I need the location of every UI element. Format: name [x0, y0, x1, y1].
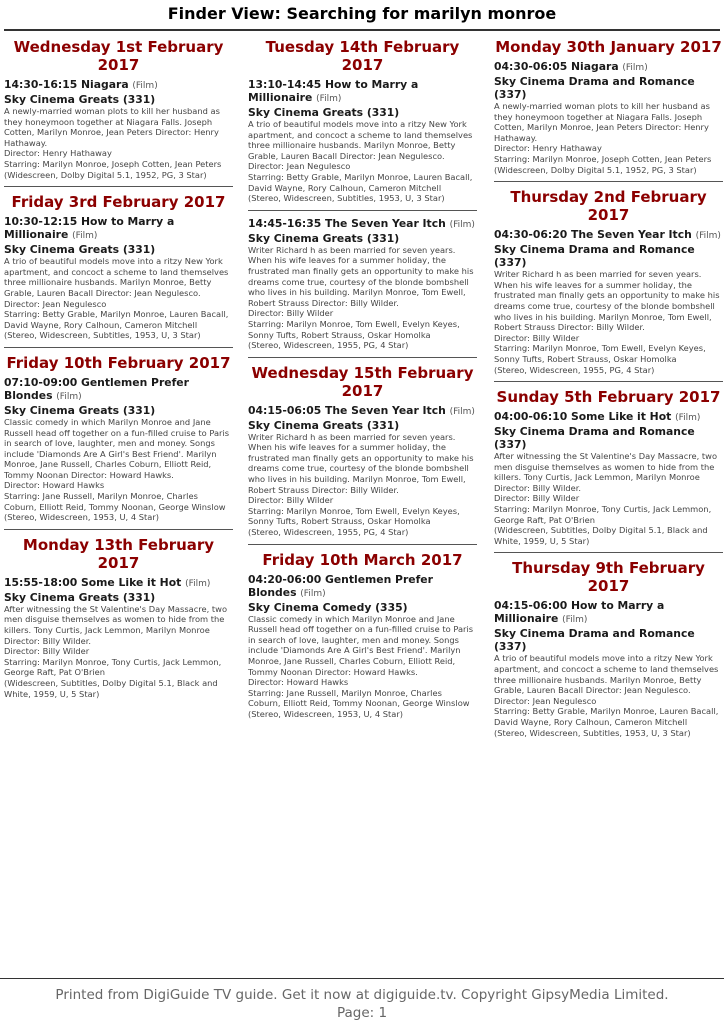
programme-type: (Film) [300, 588, 326, 599]
programme-time-title: 14:30-16:15 Niagara [4, 78, 129, 91]
programme-time-title: 07:10-09:00 Gentlemen Prefer Blondes [4, 375, 189, 402]
programme-cast: Starring: Jane Russell, Marilyn Monroe, Charles Coburn, Elliott Reid, Tommy Noonan, George Winslow [248, 687, 470, 709]
programme-details: (Stereo, Widescreen, 1955, PG, 4 Star) [248, 527, 409, 538]
programme-channel: Sky Cinema Greats (331) [248, 418, 400, 432]
day-divider [248, 544, 477, 545]
footer-text: Printed from DigiGuide TV guide. Get it now at digiguide.tv. Copyright GipsyMedia Limited. Page: 1 [55, 987, 669, 1021]
programme-time-title: 04:30-06:20 The Seven Year Itch [494, 228, 692, 242]
programme-cast: Starring: Marilyn Monroe, Joseph Cotten, Jean Peters [4, 158, 222, 169]
programme-description: Writer Richard h as been married for seven years. When his wife leaves for a summer holiday, the frustrated man finally gets an opportunity to make his dreams come true, courtesy of the blonde bombshell who lives in his building. Marilyn Monroe, Tom Ewell, Robert Strauss Director: Billy Wilder. [494, 269, 720, 333]
programme-listing [248, 78, 477, 204]
programme-director: Director: Billy Wilder [494, 493, 580, 504]
programme-type: (Film) [56, 391, 82, 402]
programme-time-title: 14:45-16:35 The Seven Year Itch [248, 216, 446, 230]
day-heading: Monday 30th January 2017 [495, 38, 722, 56]
day-divider [494, 552, 723, 553]
programme-cast: Starring: Betty Grable, Marilyn Monroe, Lauren Bacall, David Wayne, Rory Calhoun, Cameron Mitchell [4, 309, 229, 330]
programme-listing [4, 215, 233, 341]
programme-director: Director: Jean Negulesco [494, 695, 597, 706]
programme-details: (Widescreen, Subtitles, Dolby Digital 5.1, Black and White, 1959, U, 5 Star) [4, 678, 218, 699]
programme-description: Writer Richard h as been married for seven years. When his wife leaves for a summer holiday, the frustrated man finally gets an opportunity to make his dreams come true, courtesy of the blonde bombshell who lives in his building. Marilyn Monroe, Tom Ewell, Robert Strauss Director: Billy Wilder. [248, 431, 474, 495]
programme-cast: Starring: Marilyn Monroe, Joseph Cotten, Jean Peters [494, 153, 712, 164]
programme-details: (Stereo, Widescreen, Subtitles, 1953, U, 3 Star) [248, 193, 445, 204]
programme-heading [4, 78, 233, 93]
programme-type: (Film) [316, 94, 342, 104]
programme-time-title: 04:30-06:05 Niagara [494, 60, 619, 73]
day-heading: Thursday 9th February 2017 [512, 559, 705, 596]
day-section [248, 551, 477, 720]
programme-heading [248, 404, 477, 419]
day-heading: Thursday 2nd February 2017 [510, 188, 707, 225]
programme-listing [494, 410, 723, 546]
programme-cast: Starring: Marilyn Monroe, Tom Ewell, Evelyn Keyes, Sonny Tufts, Robert Strauss, Oskar Homolka [248, 318, 460, 340]
programme-type: (Film) [185, 578, 211, 589]
day-heading: Sunday 5th February 2017 [496, 388, 721, 407]
programme-time-title: 13:10-14:45 How to Marry a Millionaire [248, 78, 419, 104]
programme-heading [248, 217, 477, 232]
programme-heading [494, 599, 723, 627]
programme-time-title: 04:15-06:05 The Seven Year Itch [248, 403, 446, 417]
programme-type: (Film) [449, 406, 475, 417]
programme-details: (Widescreen, Subtitles, Dolby Digital 5.1, Black and White, 1959, U, 5 Star) [494, 525, 708, 546]
programme-time-title: 04:00-06:10 Some Like it Hot [494, 410, 672, 424]
programme-details: (Widescreen, Dolby Digital 5.1, 1952, PG, 3 Star) [4, 169, 207, 180]
programme-details: (Stereo, Widescreen, 1953, U, 4 Star) [4, 512, 160, 523]
programme-director: Director: Billy Wilder [248, 495, 334, 506]
programme-listing [494, 60, 723, 175]
day-heading: Monday 13th February 2017 [22, 535, 215, 572]
programme-cast: Starring: Marilyn Monroe, Tony Curtis, Jack Lemmon, George Raft, Pat O'Brien [4, 656, 222, 678]
day-divider [4, 347, 233, 348]
programme-description: A newly-married woman plots to kill her husband as they honeymoon together at Niagara Falls. Joseph Cotten, Marilyn Monroe, Jean Peters Director: Henry Hathaway. [494, 101, 710, 143]
programme-channel: Sky Cinema Drama and Romance (337) [494, 425, 695, 452]
day-heading: Wednesday 1st February 2017 [13, 38, 224, 74]
programme-type: (Film) [449, 219, 475, 230]
footer-divider [0, 978, 724, 979]
day-divider [4, 529, 233, 530]
programme-director: Director: Henry Hathaway [494, 143, 602, 154]
programme-listing [4, 576, 233, 699]
programme-description: A trio of beautiful models move into a ritzy New York apartment, and concoct a scheme to land themselves three millionaire husbands. Marilyn Monroe, Betty Grable, Lauren Bacall Director: Jean Negulesco. [4, 256, 229, 298]
programme-director: Director: Billy Wilder [248, 308, 334, 319]
programme-heading [4, 215, 233, 243]
programme-director: Director: Howard Hawks [4, 480, 105, 491]
day-heading: Wednesday 15th February 2017 [251, 363, 474, 400]
day-heading: Friday 10th February 2017 [6, 353, 231, 372]
programme-heading [248, 573, 477, 601]
programme-details: (Stereo, Widescreen, 1955, PG, 4 Star) [248, 340, 409, 351]
programme-listing [4, 376, 233, 523]
programme-time-title: 10:30-12:15 How to Marry a Millionaire [4, 215, 175, 242]
programme-heading [248, 78, 477, 106]
programme-description: A newly-married woman plots to kill her husband as they honeymoon together at Niagara Falls. Joseph Cotten, Marilyn Monroe, Jean Peters Director: Henry Hathaway. [4, 106, 220, 148]
column-3 [494, 38, 723, 744]
programme-channel: Sky Cinema Comedy (335) [248, 600, 408, 614]
programme-details: (Stereo, Widescreen, 1955, PG, 4 Star) [494, 364, 655, 375]
programme-heading [4, 376, 233, 404]
programme-director: Director: Henry Hathaway [4, 148, 112, 159]
programme-type: (Film) [132, 81, 158, 91]
programme-listing [248, 217, 477, 351]
programme-heading [494, 410, 723, 425]
programme-listing [494, 599, 723, 738]
programme-channel: Sky Cinema Greats (331) [4, 243, 156, 257]
day-section [494, 388, 723, 546]
day-section [4, 38, 233, 180]
day-section [494, 559, 723, 738]
programme-type: (Film) [695, 231, 721, 242]
programme-cast: Starring: Betty Grable, Marilyn Monroe, Lauren Bacall, David Wayne, Rory Calhoun, Cameron Mitchell [248, 171, 473, 193]
day-divider [494, 181, 723, 182]
day-section [4, 193, 233, 341]
programme-channel: Sky Cinema Greats (331) [4, 403, 156, 417]
day-section [248, 38, 477, 351]
programme-description: Classic comedy in which Marilyn Monroe and Jane Russell head off together on a fun-filled cruise to Paris in search of love, laughter, men and money. Songs include 'Diamonds Are A Girl's Best Friend'. Marilyn Monroe, Jane Russell, Charles Coburn, Elliott Reid, Tommy Noonan Director: Howard Hawks. [248, 613, 474, 677]
programme-type: (Film) [562, 615, 588, 626]
header-divider [4, 29, 720, 31]
programme-time-title: 15:55-18:00 Some Like it Hot [4, 575, 182, 589]
programme-cast: Starring: Marilyn Monroe, Tom Ewell, Evelyn Keyes, Sonny Tufts, Robert Strauss, Oskar Homolka [494, 343, 706, 364]
programme-cast: Starring: Jane Russell, Marilyn Monroe, Charles Coburn, Elliott Reid, Tommy Noonan, George Winslow [4, 491, 226, 512]
programme-director: Director: Billy Wilder [494, 332, 580, 343]
programme-cast: Starring: Marilyn Monroe, Tom Ewell, Evelyn Keyes, Sonny Tufts, Robert Strauss, Oskar Homolka [248, 505, 460, 527]
programme-description: Writer Richard h as been married for seven years. When his wife leaves for a summer holiday, the frustrated man finally gets an opportunity to make his dreams come true, courtesy of the blonde bombshell who lives in his building. Marilyn Monroe, Tom Ewell, Robert Strauss Director: Billy Wilder. [248, 244, 474, 308]
programme-description: After witnessing the St Valentine's Day Massacre, two men disguise themselves as women to hide from the killers. Tony Curtis, Jack Lemmon, Marilyn Monroe Director: Billy Wilder. [4, 603, 228, 646]
column-1 [4, 38, 233, 705]
day-section [494, 188, 723, 375]
programme-description: A trio of beautiful models move into a ritzy New York apartment, and concoct a scheme to land themselves three millionaire husbands. Marilyn Monroe, Betty Grable, Lauren Bacall Director: Jean Negulesco. [494, 653, 719, 696]
programme-listing [4, 78, 233, 180]
programme-description: After witnessing the St Valentine's Day Massacre, two men disguise themselves as women to hide from the killers. Tony Curtis, Jack Lemmon, Marilyn Monroe Director: Billy Wilder. [494, 451, 718, 493]
programme-details: (Stereo, Widescreen, 1953, U, 4 Star) [248, 708, 404, 719]
programme-listing [248, 573, 477, 720]
page-title: Finder View: Searching for marilyn monroe [167, 4, 557, 23]
day-divider [248, 357, 477, 358]
day-section [494, 38, 723, 175]
day-divider [4, 186, 233, 187]
day-section [248, 364, 477, 538]
programme-time-title: 04:15-06:00 How to Marry a Millionaire [494, 599, 665, 626]
programme-director: Director: Jean Negulesco [4, 298, 107, 309]
programme-listing [248, 404, 477, 538]
programme-channel: Sky Cinema Drama and Romance (337) [494, 627, 695, 654]
day-section [4, 536, 233, 699]
programme-description: Classic comedy in which Marilyn Monroe and Jane Russell head off together on a fun-filled cruise to Paris in search of love, laughter, men and money. Songs include 'Diamonds Are A Girl's Best Friend'. Marilyn Monroe, Jane Russell, Charles Coburn, Elliott Reid, Tommy Noonan Director: Howard Hawks. [4, 416, 230, 480]
day-heading: Tuesday 14th February 2017 [265, 38, 460, 74]
column-2 [248, 38, 477, 726]
programme-divider [248, 210, 477, 211]
programme-director: Director: Billy Wilder [4, 646, 90, 657]
day-heading: Friday 10th March 2017 [262, 550, 463, 569]
programme-type: (Film) [675, 413, 701, 424]
programme-director: Director: Jean Negulesco [248, 161, 351, 172]
programme-channel: Sky Cinema Drama and Romance (337) [494, 75, 695, 101]
programme-time-title: 04:20-06:00 Gentlemen Prefer Blondes [248, 572, 433, 599]
day-section [4, 354, 233, 523]
day-divider [494, 381, 723, 382]
programme-channel: Sky Cinema Greats (331) [4, 93, 156, 106]
programme-director: Director: Howard Hawks [248, 677, 349, 688]
programme-cast: Starring: Betty Grable, Marilyn Monroe, Lauren Bacall, David Wayne, Rory Calhoun, Cameron Mitchell [494, 706, 719, 727]
programme-channel: Sky Cinema Greats (331) [4, 590, 156, 604]
programme-heading [4, 576, 233, 591]
programme-cast: Starring: Marilyn Monroe, Tony Curtis, Jack Lemmon, George Raft, Pat O'Brien [494, 504, 712, 525]
programme-channel: Sky Cinema Drama and Romance (337) [494, 243, 695, 270]
programme-type: (Film) [72, 231, 98, 242]
programme-channel: Sky Cinema Greats (331) [248, 231, 400, 245]
programme-details: (Widescreen, Dolby Digital 5.1, 1952, PG, 3 Star) [494, 164, 697, 175]
programme-heading [494, 60, 723, 75]
programme-listing [494, 228, 723, 375]
programme-channel: Sky Cinema Greats (331) [248, 106, 400, 119]
day-heading: Friday 3rd February 2017 [11, 193, 226, 212]
programme-description: A trio of beautiful models move into a ritzy New York apartment, and concoct a scheme to land themselves three millionaire husbands. Marilyn Monroe, Betty Grable, Lauren Bacall Director: Jean Negulesco. [248, 119, 473, 161]
programme-type: (Film) [622, 63, 648, 73]
programme-details: (Stereo, Widescreen, Subtitles, 1953, U, 3 Star) [494, 727, 691, 738]
programme-heading [494, 228, 723, 243]
programme-details: (Stereo, Widescreen, Subtitles, 1953, U, 3 Star) [4, 330, 201, 341]
